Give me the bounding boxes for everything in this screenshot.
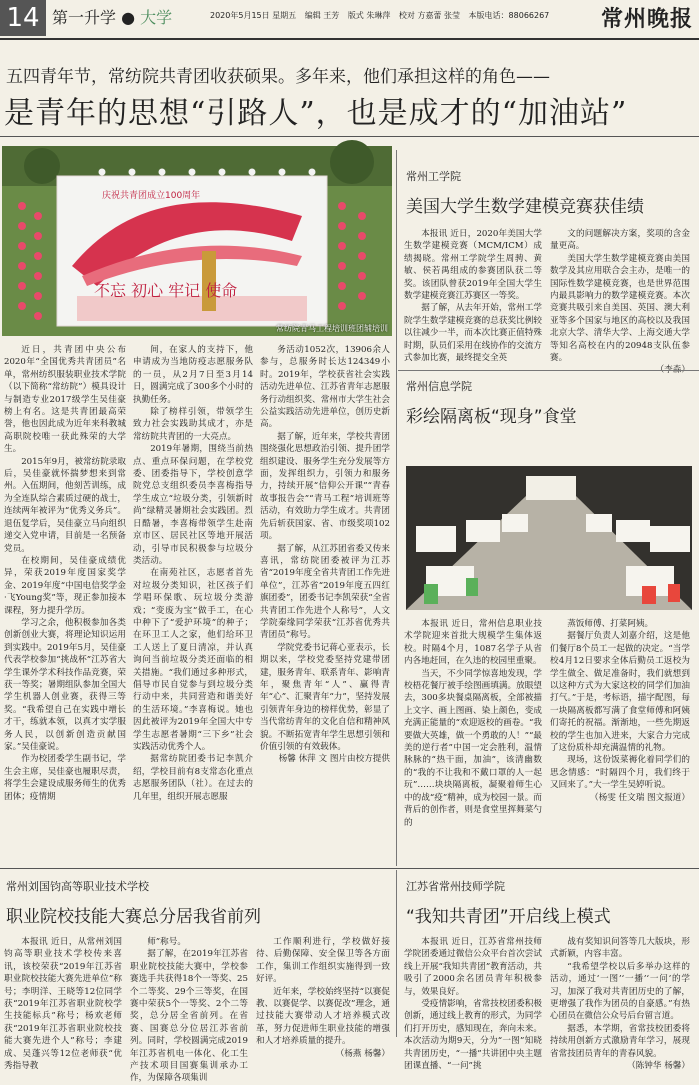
bottom-story-1-col3 — [256, 936, 390, 1059]
lead-paragraph: 间，在家人的支持下，他申请成为当地防疫志愿服务队的一员，从2月7日至3月14日，圆满完成了300多个小时的执勤任务。 — [133, 345, 253, 405]
bottom-paragraph: 工作顺利进行，学校做好接待、后勤保障、安全保卫等各方面工作，集训工作组织实施得到一致好评。 — [256, 937, 390, 985]
side-story-1-right — [550, 228, 690, 368]
page-header — [0, 0, 699, 40]
bottom-story-1-byline: （杨燕 杨馨） — [335, 1048, 390, 1059]
side-paragraph: 据餐厅负责人刘嘉介绍，这是他们餐厅8个员工一起做的决定。“当学校4月12日要求全体后勤员工返校为学生做全、做足准备时，我们就想到以这种方式为大家这校的同学们加油打气。”于是，考标语，描字配图，每一块隔离板都写满了食堂师傅和阿姨们寄托的祝福。渐渐地，一些先期返校的学生也加入进来，大家合力完成了这份质朴却充满温情的礼物。 — [550, 631, 690, 754]
lead-paragraph: 在校期间，吴佳豪成绩优异，荣获2019年度国家奖学金、2019年度“中国电信奖学金·飞Young奖”等，现正参加接本课程，努力提升学历。 — [4, 555, 126, 616]
side-story-2-head — [406, 378, 577, 427]
lead-paragraph: 务活动1052次，13906余人参与，总服务时长达124349小时。2019年，学校获省社会实践活动先进单位、江苏省青年志愿服务行动组织奖、常州市大学生社会公益实践活动先进单位，创历史新高。 — [260, 345, 390, 430]
side-story-2-byline: （杨雯 任文瑞 图文报道） — [590, 792, 690, 803]
side-rule-1 — [398, 370, 699, 371]
side-story-2-school: 常州信息学院 — [406, 380, 472, 393]
photo-caption: 常纺院青马工程培训班团辅培训 — [276, 324, 388, 333]
section-bullet: ● — [121, 8, 136, 27]
lead-column-1 — [4, 344, 126, 862]
lead-headline: 是青年的思想“引路人”，也是成才的“加油站” — [4, 96, 628, 131]
side-story-1-left — [404, 228, 542, 368]
bottom-divider — [396, 870, 397, 1037]
photo-illustration — [2, 146, 392, 336]
bottom-paragraph: 据悉，本学期，省常技校团委将持续用创新方式激励青年学习，展现省常技团员青年的青春风貌。 — [550, 1023, 690, 1059]
issue-date: 2020年5月15日 星期五 — [210, 11, 297, 20]
bottom-paragraph: 师”称号。 — [147, 937, 186, 947]
side-story-1-school: 常州工学院 — [406, 170, 461, 183]
bottom-paragraph: 战有奖知识问答等几大版块，形式新颖，内容丰富。 — [550, 937, 690, 960]
side-story-2-title: 彩绘隔离板“现身”食堂 — [406, 407, 577, 427]
bottom-paragraph: 本报讯 近日，从常州刘国钧高等职业技术学校传来喜讯，该校荣获“2019年江苏省职业院校技能大赛先进单位”称号；李明洋、王晓等12位同学获“2019年江苏省职业院校学生技能标兵”称号；杨欢老师获“2019年江苏省职业院校技能大赛先进个人”称号；李建成、吴蓬兴等12位老师获“优秀指导教 — [4, 937, 122, 1072]
side-paragraph: 文的问题解决方案，奖项的含金量更高。 — [550, 229, 690, 252]
bottom-story-1-col2 — [130, 936, 248, 1084]
lead-paragraph: 学院党委书记蒋心亚表示，长期以来，学校党委坚持党建带团建，服务青年、联系青年、影响青年，聚焦青年“人”、赢得青年“心”、汇聚青年“力”，坚持发展引领青年身边的榜样优势，彰显了当代常纺青年的文化自信和精神风貌。不断拓宽青年学生思想引领和价值引领的有效载体。 — [260, 642, 390, 752]
section-title — [52, 5, 172, 28]
lead-paragraph: 除了榜样引领，带领学生致力社会实践助其成才，亦是常纺院共青团的一大亮点。 — [133, 407, 253, 442]
lead-paragraph: 据了解，从江苏团省委又传来喜讯，常纺院团委被评为江苏省“2019年度全省共青团工作先进单位”，江苏省“2019年度五四红旗团委”，团委书记李凯荣获“全省共青团工作先进个人称号”，人文学院秦缘同学荣获“江苏省优秀共青团员”称号。 — [260, 543, 390, 641]
lead-photo — [2, 146, 392, 336]
lead-paragraph: 学习之余，他积极参加各类创新创业大赛，将理论知识运用到实践中。2019年5月，吴佳豪代表学校参加“挑战杯”江苏省大学生课外学术科技作品竞赛，荣获一等奖；暑期组队参加全国大学生机器人创业赛，获得三等奖。“我希望自己在实践中增长才干，练就本领，以真才实学服务人民，以创新创造贡献国家。”吴佳豪说。 — [4, 617, 126, 752]
side-paragraph: 当天，不少同学惊喜地发现，学校梧花餐厅被手绘图画填满。放眼望去，300多块餐桌隔离板，全部被描上文字、画上图画、染上颜色，变成充满正能量的“欢迎返校的画卷。“我要做大英雄，做一个勇敢的人！”“最美的逆行者”中国一定会胜利，温情脉脉的“热干面，加油”，该清幽数的“我的不让我和不戴口罩的人一起玩”……块块隔离板，凝聚着师生心中的战“疫”精神，成为校园一景。而背后的创作者，则是食堂里挥舞菜勺的 — [404, 668, 542, 828]
layout-credit: 版式 朱琳萍 — [347, 11, 391, 20]
lead-paragraph: 据常纺院团委书记李凯介绍，学校目前有8支常态化重点志愿服务团队（社）。在过去的几年里，组织开展志愿服 — [133, 754, 253, 802]
lead-paragraph: 2015年9月，被常纺院录取后，吴佳豪就怀揣梦想来到常州。入伍期间，他刻苦训练，成为全连队综合素质过硬的战士，连续两年被评为“优秀义务兵”。退伍复学后，吴佳豪立马向组织递交入党申请，目前是一名预备党员。 — [4, 456, 126, 554]
lead-paragraph: 据了解，近年来，学校共青团围绕强化思想政治引领、提升团学组织建设、服务学生充分发展等方面，发挥组织力，引领力和服务力，持续开展“信仰公开课”“青春故事报告会”“青马工程”培训班等活动，有效助力学生成才。共青团先后斩获国家、省、市级奖项102项。 — [260, 431, 390, 542]
side-story-1-title: 美国大学生数学建模竞赛获佳绩 — [406, 197, 644, 217]
bottom-paragraph: “我希望学校以后多举办这样的活动，通过‘一图’‘一播’‘一问’的学习，加深了我对共青团历史的了解，更增强了我作为团员的自豪感。”有热心团员在微信公众号后台留言道。 — [550, 961, 690, 1022]
canteen-photo — [406, 466, 692, 610]
side-paragraph: 美国大学生数学建模竞赛由美国数学及其应用联合会主办，是唯一的国际性数学建模竞赛，也是世界范围内最具影响力的数学建模竞赛。本次竞赛共吸引来自美国、英国、澳大利亚等多个国家与地区的高校以及我国北京大学、清华大学、上海交通大学等知名高校在内的20948支队伍参赛。 — [550, 253, 690, 364]
lead-byline: 杨馨 休萍 文 图片由校方提供 — [278, 754, 390, 765]
side-story-2-left — [404, 618, 542, 862]
section-accent: 大学 — [140, 8, 173, 27]
lead-paragraph: 在南苑社区，志愿者首先对垃圾分类知识，社区孩子们学唱环保歌、玩垃圾分类游戏；“变废为宝”做手工，在心中种下了“爱护环境”的种子；在环卫工人之家，他们给环卫工人送上了夏日清凉，并认真询问当前垃圾分类还面临的相关措施。“我们通过多种形式，倡导市民自觉参与到垃圾分类行动中来，共同营造和谐美好的生活环境。”李喜梅说。她也因此被评为2019年全国大中专学生志愿者暑期“三下乡”社会实践活动优秀个人。 — [133, 568, 253, 752]
bottom-story-2-byline: （陈钟华 杨馨） — [627, 1061, 690, 1072]
bottom-paragraph: 近年来，学校始终坚持“以赛促教、以赛促学、以赛促改”理念，通过技能大赛带动人才培养模式改革，努力促进师生职业技能的增强和人才培养质量的提升。 — [256, 986, 390, 1047]
bottom-story-1-title: 职业院校技能大赛总分居我省前列 — [6, 907, 261, 927]
lead-paragraph: 2019年暑期，围绕当前热点、重点环保问题，在学校党委、团委指导下，学校创意学院党总支组织委员李喜梅指导学生成立“垃圾分类，引领新时尚”绿精灵暑期社会实践团。烈日酷暑，李喜梅带领学生赴南京市区、居民社区等地开展活动，引导市民积极参与垃圾分类活动。 — [133, 444, 253, 566]
bottom-paragraph: 本报讯 近日，江苏省常州技师学院团委通过微信公众平台首次尝试线上开展“我知共青团”教育活动，共吸引了2000余名团员青年积极参与，效果良好。 — [404, 937, 542, 997]
header-meta — [210, 10, 555, 21]
bottom-story-2-head — [406, 878, 611, 927]
lead-paragraph: 作为校团委学生副书记，学生会主席，吴佳豪也履职尽责，将学生会建设成服务师生的优秀团体；疫情期 — [4, 754, 126, 802]
desk-phone: 本版电话：88066267 — [468, 11, 550, 20]
side-story-1-head — [406, 168, 644, 217]
side-story-2-right — [550, 618, 690, 862]
side-paragraph: 现场，这份饭菜褥化着同学们的思念情感：“时隔四个月，我们终于又回来了。”大一学生吴婷听说。 — [550, 755, 690, 791]
side-divider — [396, 150, 397, 866]
bottom-story-2-left — [404, 936, 542, 1072]
side-paragraph: 本报讯 近日，2020年美国大学生数学建模竞赛（MCM/ICM）成绩揭晓。常州工学院学生周骋、黄敏、侯若禺组成的参赛团队获二等奖。该团队曾获2019年全国大学生数学建模竞赛江苏赛区一等奖。 — [404, 229, 542, 302]
side-paragraph: 本报讯 近日，常州信息职业技术学院迎来首批大规模学生集体返校。时隔4个月，1087名学子从省内各地赶回，在久违的校园里重聚。 — [404, 619, 542, 667]
bottom-story-1-school: 常州刘国钧高等职业技术学校 — [6, 880, 149, 893]
bottom-story-1-col1 — [4, 936, 122, 1072]
bottom-story-2-right — [550, 936, 690, 1072]
editor-credit: 编辑 王芳 — [304, 11, 340, 20]
canteen-illustration — [406, 466, 692, 610]
lead-column-2 — [133, 344, 253, 862]
newspaper-logo: 常州晚报 — [600, 6, 693, 32]
side-paragraph: 蒸饭师傅、打菜阿姨。 — [567, 619, 654, 629]
headline-rule — [0, 136, 699, 137]
side-paragraph: 据了解，从去年开始，常州工学院学生数学建模竞赛的总获奖比例较以往减少一半，而本次比赛正值特殊时期，队员们采用在线协作的交流方式参加比赛，最终提交全英 — [404, 303, 542, 364]
bottom-rule — [0, 868, 699, 869]
bottom-paragraph: 受疫情影响，省常技校团委积极创新，通过线上教育的形式，为同学们打开历史，感知现在，奔向未来。本次活动为期9天，分为“一图”知晓共青团历史，“一播”共讲团中央主题团课直播、“一问”挑 — [404, 999, 542, 1072]
section-prefix: 第一升学 — [52, 8, 117, 27]
photo-slogan: 不忘 初心 牢记 使命 — [94, 281, 238, 300]
lead-paragraph: 近日，共青团中央公布2020年“全国优秀共青团员”名单，常州纺织服装职业技术学院（以下简称“常纺院”）模具设计与制造专业2017级学生吴佳豪榜上有名。这是共青团最高荣誉，他也因此成为近年来科教城高职院校唯一获此殊荣的大学生。 — [4, 345, 126, 455]
lead-column-3 — [260, 344, 390, 862]
bottom-story-2-school: 江苏省常州技师学院 — [406, 880, 505, 893]
bottom-story-2-title: “我知共青团”开启线上模式 — [406, 907, 611, 927]
bottom-story-1-head — [6, 878, 261, 927]
page-number: 14 — [0, 0, 46, 36]
lead-kicker: 五四青年节，常纺院共青团收获硕果。多年来，他们承担这样的角色—— — [6, 67, 550, 87]
bottom-paragraph: 据了解，在2019年江苏省职业院校技能大赛中，学校参赛选手共获得18个一等奖、25个二等奖、29个三等奖，在国赛中荣获5个一等奖、2个二等奖，总分居全省前列。在省赛、国赛总分位居江苏省前列。同时，学校圆满完成2019年江苏省机电一体化、化工生产技术项目国赛集训承办工作，为保障各项集训 — [130, 949, 248, 1084]
photo-banner-text: 庆祝共青团成立100周年 — [102, 191, 201, 201]
proof-credit: 校对 方嘉蕾 张莹 — [398, 11, 460, 20]
